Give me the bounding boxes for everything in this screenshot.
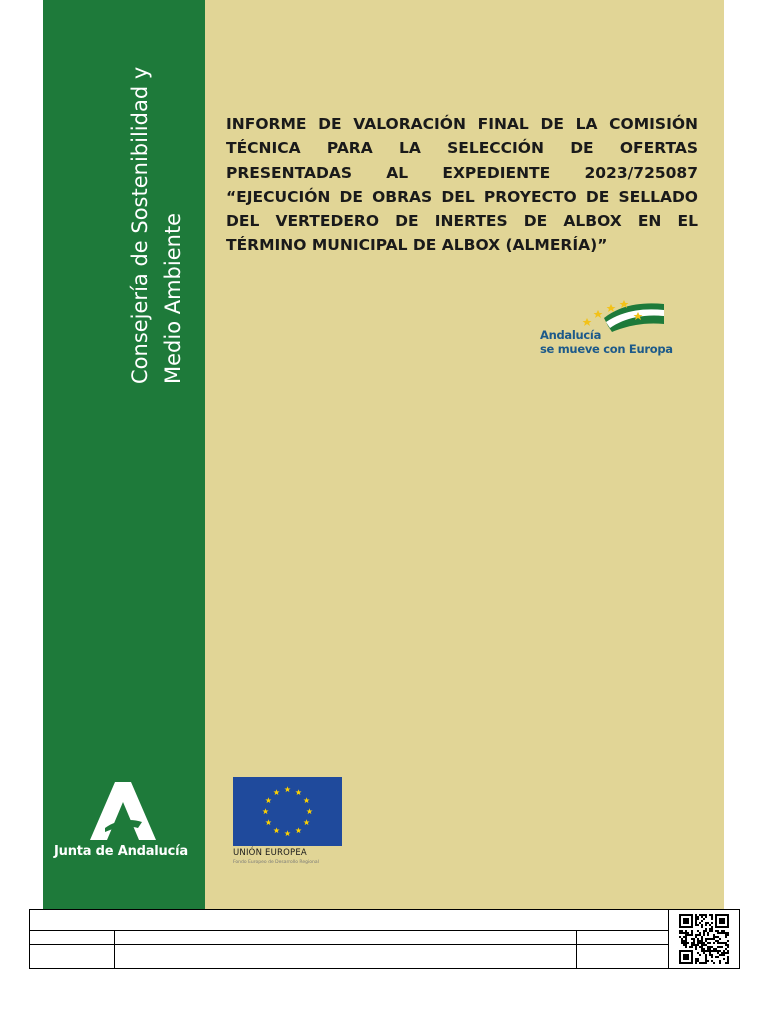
footer-divider	[114, 930, 115, 969]
qr-code-icon	[679, 914, 729, 964]
footer-divider	[668, 909, 669, 969]
footer-divider	[576, 930, 577, 969]
junta-a-icon	[90, 782, 156, 840]
eu-flag-icon	[233, 777, 342, 846]
department-name-line2: Medio Ambiente	[161, 212, 185, 384]
junta-andalucia-logo	[54, 782, 199, 872]
signature-footer-table	[29, 909, 740, 969]
andalucia-europa-logo	[540, 296, 673, 358]
eu-logo	[233, 777, 343, 869]
department-name	[124, 44, 190, 384]
andalucia-line2: se mueve con Europa	[540, 342, 673, 356]
junta-name: Junta de Andalucía	[54, 844, 188, 859]
eu-subtitle: Fondo Europeo de Desarrollo Regional	[233, 860, 319, 865]
andalucia-line1: Andalucía	[540, 328, 602, 342]
footer-divider	[29, 944, 668, 945]
footer-divider	[29, 930, 668, 931]
report-title: INFORME DE VALORACIÓN FINAL DE LA COMISIÓN TÉCNICA PARA LA SELECCIÓN DE OFERTAS PRESENTADAS AL EXPEDIENTE 2023/725087 “EJECUCIÓN DE OBRAS DEL PROYECTO DE SELLADO DEL VERTEDERO DE INERTES DE ALBOX EN EL TÉRMINO MUNICIPAL DE ALBOX (ALMERÍA)”	[226, 115, 698, 255]
eu-name: UNIÓN EUROPEA	[233, 848, 307, 858]
department-name-line1: Consejería de Sostenibilidad y	[128, 66, 152, 384]
